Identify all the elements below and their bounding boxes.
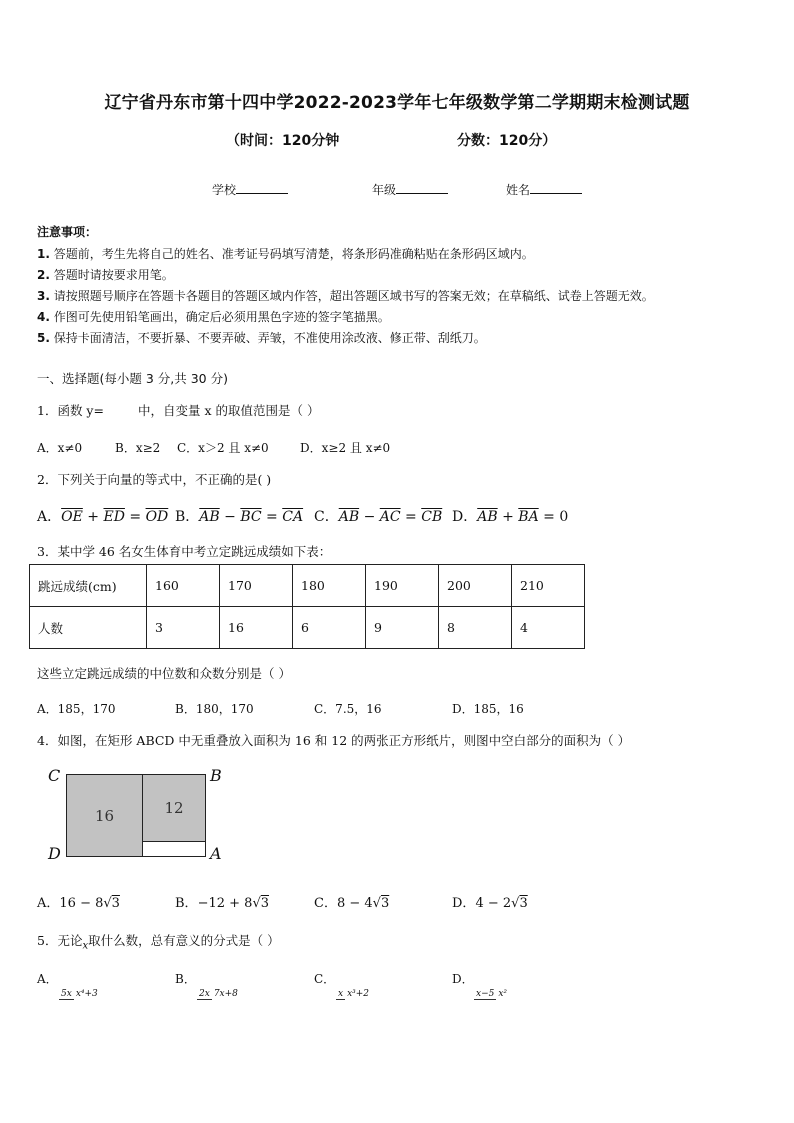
q4-option-d[interactable]: D．4 − 2√3	[452, 896, 528, 911]
table-cell: 190	[366, 565, 439, 607]
note-item: 3. 请按照题号顺序在答题卡各题目的答题区域内作答，超出答题区域书写的答案无效；在草稿纸、试卷上答题无效。	[37, 289, 654, 303]
score-table	[29, 564, 585, 649]
question-3-stem: 3．某中学 46 名女生体育中考立定跳远成绩如下表：	[37, 544, 332, 559]
square-16: 16	[66, 774, 143, 857]
vertex-d-label: D	[48, 844, 61, 863]
table-cell: 6	[293, 607, 366, 649]
table-cell: 170	[220, 565, 293, 607]
table-cell: 9	[366, 607, 439, 649]
question-1-stem: 1．函数 y= 中，自变量 x 的取值范围是（ ）	[37, 403, 320, 418]
q5-option-b[interactable]: B． 2x 7x+8	[175, 972, 238, 999]
q4-option-b[interactable]: B．−12 + 8√3	[175, 896, 270, 911]
note-item: 5. 保持卡面清洁，不要折暴、不要弄破、弄皱，不准使用涂改液、修正带、刮纸刀。	[37, 331, 486, 345]
table-cell: 210	[512, 565, 585, 607]
q3-option-d[interactable]: D．185，16	[452, 702, 524, 716]
exam-time: （时间：120分钟	[226, 133, 340, 149]
question-4-stem: 4．如图，在矩形 ABCD 中无重叠放入面积为 16 和 12 的两张正方形纸片，则图中空白部分的面积为（ ）	[37, 733, 631, 748]
table-cell: 8	[439, 607, 512, 649]
table-cell: 16	[220, 607, 293, 649]
note-item: 1. 答题前，考生先将自己的姓名、准考证号码填写清楚，将条形码准确粘贴在条形码区域内。	[37, 247, 534, 261]
notes-heading: 注意事项：	[37, 225, 98, 239]
q1-option-d[interactable]: D．x≥2 且 x≠0	[300, 441, 391, 455]
page-title: 辽宁省丹东市第十四中学2022-2023学年七年级数学第二学期期末检测试题	[104, 93, 690, 113]
square-12: 12	[142, 774, 206, 842]
q2-option-a[interactable]: A．$\overline{OE} + \overline{ED} = \overline{OD}$	[37, 509, 169, 525]
rectangle-figure	[44, 764, 234, 864]
school-label: 学校	[212, 183, 237, 197]
q2-option-d[interactable]: D．$\overline{AB} + \overline{BA} = 0$	[452, 509, 569, 525]
q5-option-d[interactable]: D． x−5 x²	[452, 972, 508, 999]
exam-score: 分数：120分）	[457, 133, 557, 149]
q4-option-c[interactable]: C．8 − 4√3	[314, 896, 390, 911]
grade-label: 年级	[372, 183, 397, 197]
q3-option-b[interactable]: B．180，170	[175, 702, 254, 716]
section-heading: 一、选择题(每小题 3 分,共 30 分)	[37, 371, 228, 386]
q1-option-a[interactable]: A．x≠0	[37, 441, 83, 455]
school-blank[interactable]	[236, 181, 288, 194]
table-cell: 人数	[30, 607, 147, 649]
vertex-a-label: A	[210, 844, 222, 863]
q5-option-c[interactable]: C． x x³+2	[314, 972, 370, 999]
question-2-stem: 2．下列关于向量的等式中，不正确的是( )	[37, 472, 272, 487]
q2-option-b[interactable]: B．$\overline{AB} - \overline{BC} = \overline{CA}$	[175, 509, 304, 525]
name-label: 姓名	[506, 183, 531, 197]
q4-option-a[interactable]: A．16 − 8√3	[37, 896, 120, 911]
question-3-followup: 这些立定跳远成绩的中位数和众数分别是（ ）	[37, 666, 291, 681]
school-field[interactable]	[212, 181, 288, 198]
q1-option-b[interactable]: B．x≥2	[115, 441, 161, 455]
table-cell: 跳远成绩(cm)	[30, 565, 147, 607]
q1-option-c[interactable]: C．x＞2 且 x≠0	[177, 441, 269, 455]
table-cell: 160	[147, 565, 220, 607]
table-row	[30, 607, 585, 649]
name-field[interactable]	[506, 181, 582, 198]
table-cell: 180	[293, 565, 366, 607]
q3-option-c[interactable]: C．7.5，16	[314, 702, 382, 716]
note-item: 2. 答题时请按要求用笔。	[37, 268, 174, 282]
vertex-b-label: B	[210, 766, 222, 785]
name-blank[interactable]	[530, 181, 582, 194]
table-cell: 3	[147, 607, 220, 649]
note-item: 4. 作图可先使用铅笔画出，确定后必须用黑色字迹的签字笔描黑。	[37, 310, 390, 324]
q5-option-a[interactable]: A． 5x x⁴+3	[37, 972, 98, 999]
q3-option-a[interactable]: A．185，170	[37, 702, 116, 716]
table-row	[30, 565, 585, 607]
question-5-stem: 5．无论$_x$取什么数，总有意义的分式是（ ）	[37, 933, 280, 952]
grade-field[interactable]	[372, 181, 448, 198]
q2-option-c[interactable]: C．$\overline{AB} - \overline{AC} = \overline{CB}$	[314, 509, 443, 525]
table-cell: 4	[512, 607, 585, 649]
grade-blank[interactable]	[396, 181, 448, 194]
vertex-c-label: C	[48, 766, 61, 785]
table-cell: 200	[439, 565, 512, 607]
